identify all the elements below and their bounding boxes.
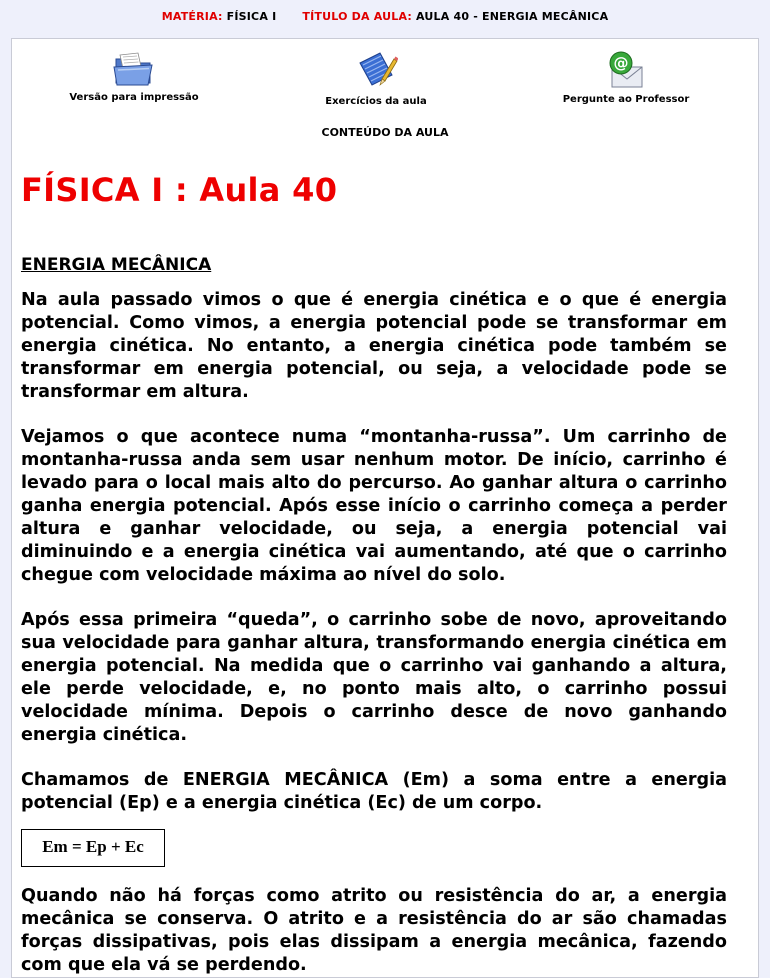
exercises-button[interactable]: [276, 49, 476, 107]
page-title: FÍSICA I : Aula 40: [21, 171, 338, 209]
print-version-button[interactable]: [34, 49, 234, 103]
lesson-title-value: AULA 40 - ENERGIA MECÂNICA: [416, 10, 609, 23]
ask-professor-label: Pergunte ao Professor: [562, 94, 690, 105]
paragraph-conservation: Quando não há forças como atrito ou resistência do ar, a energia mecânica se conserva. O atrito e a resistência do ar são chamadas forças dissipativas, pois elas dissipam a energia mecânica, fazendo com que ela vá se perdendo.: [21, 886, 727, 975]
section-heading: ENERGIA MECÂNICA: [21, 255, 212, 275]
paragraph-definition: Chamamos de ENERGIA MECÂNICA (Em) a soma entre a energia potencial (Ep) e a energia cinética (Ec) de um corpo.: [21, 770, 727, 813]
content-panel: [11, 38, 759, 978]
exercises-label: Exercícios da aula: [325, 96, 427, 107]
subject-value: FÍSICA I: [226, 10, 277, 23]
ask-professor-button[interactable]: [526, 49, 726, 105]
svg-text:@: @: [613, 54, 629, 72]
formula-box: Em = Ep + Ec: [21, 829, 165, 867]
print-version-label: Versão para impressão: [69, 92, 199, 103]
email-at-icon: [604, 49, 648, 91]
lesson-title-label: TÍTULO DA AULA:: [302, 10, 412, 23]
paragraph-intro: Na aula passado vimos o que é energia cinética e o que é energia potencial. Como vimos, a energia potencial pode se transformar em energia cinética. No entanto, a energia cinética pode também se transformar em energia potencial, ou seja, a velocidade pode se transformar em altura.: [21, 290, 727, 402]
toolbar: [12, 39, 758, 119]
folder-icon: [112, 49, 156, 89]
subject-label: MATÉRIA:: [161, 10, 223, 23]
paragraph-first-drop: Após essa primeira “queda”, o carrinho sobe de novo, aproveitando sua velocidade para ganhar altura, transformando energia cinética em energia potencial. Na medida que o carrinho vai ganhando a altura, ele perde velocidade, e, no ponto mais alto, o carrinho possui velocidade mínima. Depois o carrinho desce de novo ganhando energia cinética.: [21, 610, 727, 745]
exercises-icon: [354, 49, 398, 93]
lesson-header: [0, 0, 770, 34]
paragraph-roller-coaster: Vejamos o que acontece numa “montanha-russa”. Um carrinho de montanha-russa anda sem usar nenhum motor. De início, carrinho é levado para o local mais alto do percurso. Ao ganhar altura o carrinho ganha energia potencial. Após esse início o carrinho começa a perder altura e ganhar velocidade, ou seja, a energia potencial vai diminuindo e a energia cinética vai aumentando, até que o carrinho chegue com velocidade máxima ao nível do solo.: [21, 427, 727, 585]
lesson-content-heading: CONTEÚDO DA AULA: [321, 126, 449, 139]
